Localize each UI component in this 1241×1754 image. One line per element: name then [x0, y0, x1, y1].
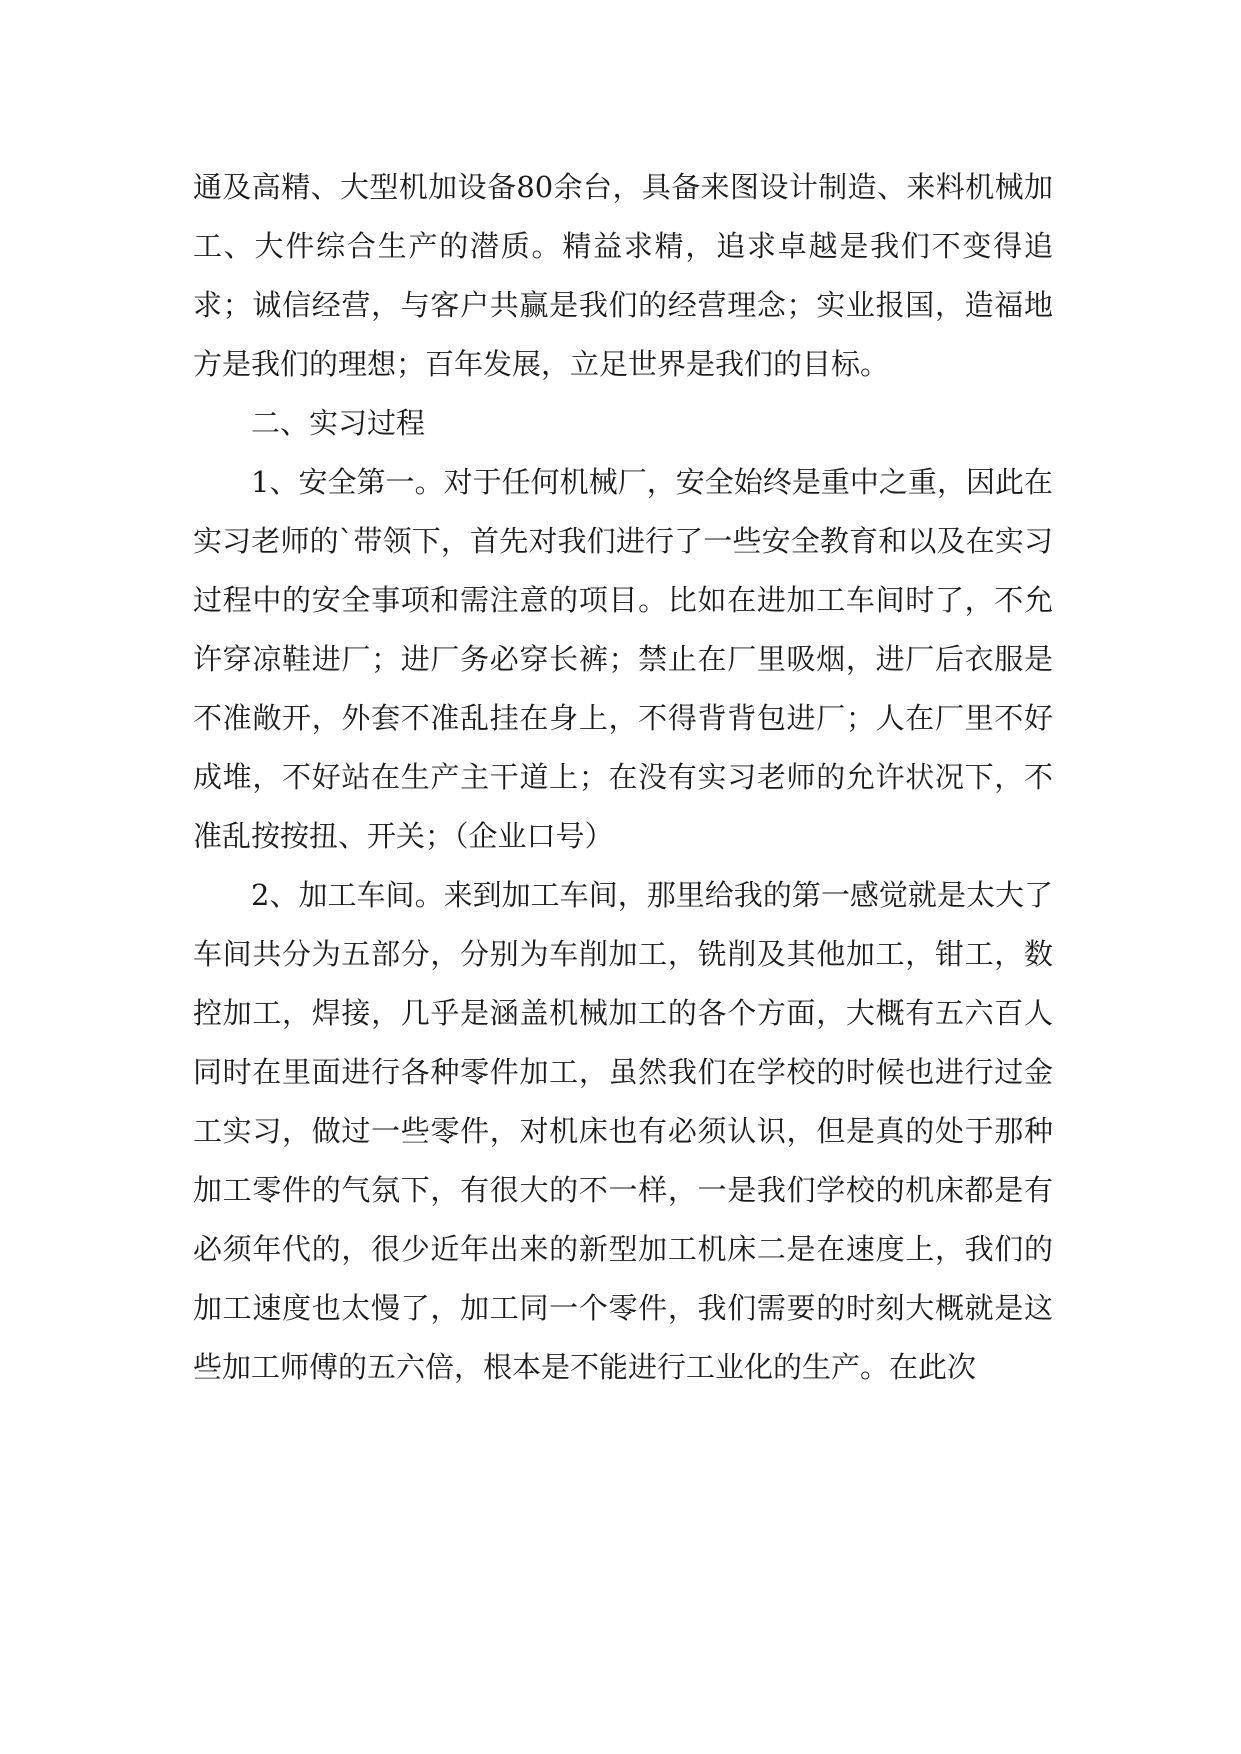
- section-heading-internship-process: 二、实习过程: [251, 406, 426, 440]
- paragraph-company-intro-continued: 通及高精、大型机加设备80余台，具备来图设计制造、来料机械加工、大件综合生产的潜质。精益求精，追求卓越是我们不变得追求；诚信经营，与客户共赢是我们的经营理念；实业报国，造福地方是我们的理想；百年发展，立足世界是我们的目标。: [193, 170, 1053, 381]
- paragraph-safety-first: 1、安全第一。对于任何机械厂，安全始终是重中之重，因此在实习老师的`带领下，首先对我们进行了一些安全教育和以及在实习过程中的安全事项和需注意的项目。比如在进加工车间时了，不允许穿凉鞋进厂；进厂务必穿长裤；禁止在厂里吸烟，进厂后衣服是不准敞开，外套不准乱挂在身上，不得背背包进厂；人在厂里不好成堆，不好站在生产主干道上；在没有实习老师的允许状况下，不准乱按按扭、开关；（企业口号）: [193, 465, 1053, 853]
- paragraph-machining-workshop: 2、加工车间。来到加工车间，那里给我的第一感觉就是太大了车间共分为五部分，分别为车削加工，铣削及其他加工，钳工，数控加工，焊接，几乎是涵盖机械加工的各个方面，大概有五六百人同时在里面进行各种零件加工，虽然我们在学校的时候也进行过金工实习，做过一些零件，对机床也有必须认识，但是真的处于那种加工零件的气氛下，有很大的不一样，一是我们学校的机床都是有必须年代的，很少近年出来的新型加工机床二是在速度上，我们的加工速度也太慢了，加工同一个零件，我们需要的时刻大概就是这些加工师傅的五六倍，根本是不能进行工业化的生产。在此次: [193, 878, 1053, 1384]
- document-body: [193, 158, 1053, 1397]
